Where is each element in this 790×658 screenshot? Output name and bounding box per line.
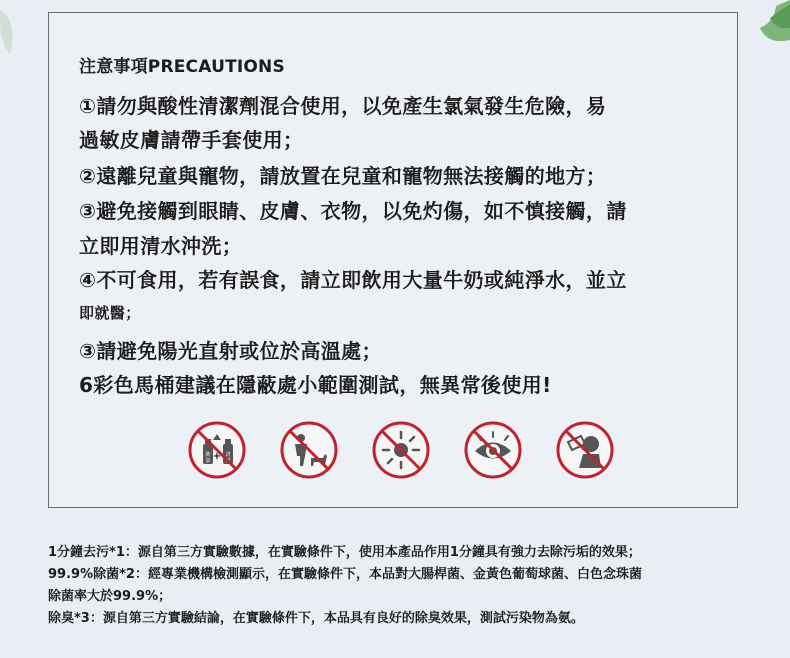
precaution-line: 立即用清水沖洗； xyxy=(79,234,243,258)
precaution-line: ③請避免陽光直射或位於高溫處； xyxy=(79,339,382,363)
precaution-line: 過敏皮膚請帶手套使用； xyxy=(79,128,304,152)
warning-icons-row xyxy=(187,420,617,482)
footnote-line: 1分鐘去污*1：源自第三方實驗數據，在實驗條件下，使用本產品作用1分鐘具有強力去除污垢的效果； xyxy=(48,545,641,560)
sign-label: 清 xyxy=(225,452,231,458)
no-mixing-chemicals-icon xyxy=(187,420,247,480)
precautions-heading: 注意事項PRECAUTIONS xyxy=(79,57,285,77)
svg-text:+: + xyxy=(212,451,222,462)
precaution-line: 即就醫； xyxy=(79,304,141,322)
precaution-line: ②遠離兒童與寵物，請放置在兒童和寵物無法接觸的地方； xyxy=(79,164,607,188)
sign-label: 酸 xyxy=(205,452,211,458)
leaf-decoration-right xyxy=(730,0,790,60)
avoid-eye-contact-icon xyxy=(463,420,523,480)
precaution-line: 6彩色馬桶建議在隱蔽處小範圍測試，無異常後使用! xyxy=(79,373,552,397)
panel-top-border xyxy=(48,12,738,13)
footnote-line: 除臭*3：源自第三方實驗結論，在實驗條件下，本品具有良好的除臭效果，測試污染物為氨。 xyxy=(48,611,584,626)
footnote-line: 除菌率大於99.9%； xyxy=(48,589,172,604)
do-not-eat-icon xyxy=(555,420,615,480)
footnote-line: 99.9%除菌*2：經專業機構檢測顯示，在實驗條件下，本品對大腸桿菌、金黃色葡萄球菌、白色念珠菌 xyxy=(48,567,642,582)
precaution-line: ①請勿與酸性清潔劑混合使用，以免產生氯氣發生危險，易 xyxy=(79,94,607,118)
precaution-line: ③避免接觸到眼睛、皮膚、衣物，以免灼傷，如不慎接觸，請 xyxy=(79,199,627,223)
no-sunlight-icon xyxy=(371,420,431,480)
leaf-decoration-left xyxy=(0,0,24,60)
sign-label: 氯 xyxy=(205,458,211,464)
precaution-line: ④不可食用，若有誤食，請立即飲用大量牛奶或純淨水，並立 xyxy=(79,268,627,292)
no-children-pets-icon xyxy=(279,420,339,480)
